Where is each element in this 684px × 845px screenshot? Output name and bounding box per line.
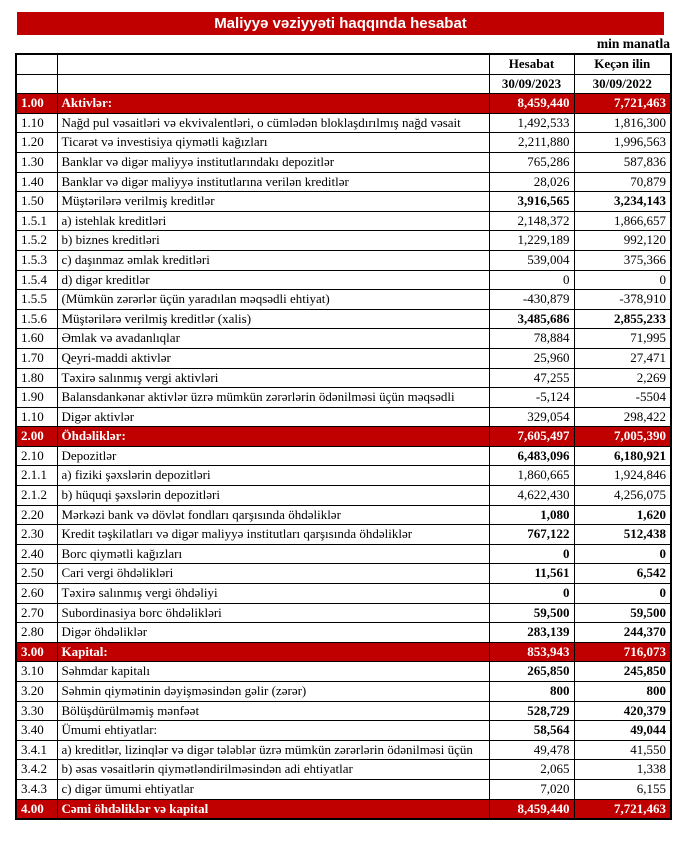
table-row bbox=[16, 779, 671, 799]
table-row bbox=[16, 329, 671, 349]
row-code: 2.60 bbox=[16, 584, 57, 604]
row-label: Təxirə salınmış vergi öhdəliyi bbox=[57, 584, 489, 604]
row-code: 1.5.5 bbox=[16, 290, 57, 310]
row-value-current: 3,485,686 bbox=[489, 309, 574, 329]
row-value-prior: 0 bbox=[574, 584, 671, 604]
row-value-prior: 27,471 bbox=[574, 348, 671, 368]
row-label: Aktivlər: bbox=[57, 94, 489, 114]
table-row bbox=[16, 172, 671, 192]
row-value-prior: 0 bbox=[574, 544, 671, 564]
row-value-current: 58,564 bbox=[489, 721, 574, 741]
row-value-prior: 70,879 bbox=[574, 172, 671, 192]
row-value-prior: 1,816,300 bbox=[574, 113, 671, 133]
row-value-prior: -378,910 bbox=[574, 290, 671, 310]
row-label: b) hüquqi şəxslərin depozitləri bbox=[57, 486, 489, 506]
row-label: Digər öhdəliklər bbox=[57, 623, 489, 643]
row-code: 1.20 bbox=[16, 133, 57, 153]
row-value-current: 7,605,497 bbox=[489, 427, 574, 447]
col-header-prior: Keçən ilin bbox=[574, 54, 671, 74]
row-label: Subordinasiya borc öhdəlikləri bbox=[57, 603, 489, 623]
row-value-prior: 1,620 bbox=[574, 505, 671, 525]
row-code: 1.50 bbox=[16, 192, 57, 212]
row-value-current: 0 bbox=[489, 270, 574, 290]
table-row bbox=[16, 407, 671, 427]
row-value-current: 59,500 bbox=[489, 603, 574, 623]
row-code: 2.30 bbox=[16, 525, 57, 545]
row-code: 1.60 bbox=[16, 329, 57, 349]
row-code: 1.30 bbox=[16, 152, 57, 172]
row-code: 1.70 bbox=[16, 348, 57, 368]
row-label: Digər aktivlər bbox=[57, 407, 489, 427]
row-value-prior: 244,370 bbox=[574, 623, 671, 643]
row-value-prior: 992,120 bbox=[574, 231, 671, 251]
table-row bbox=[16, 133, 671, 153]
table-row bbox=[16, 799, 671, 819]
table-row bbox=[16, 348, 671, 368]
row-value-current: 265,850 bbox=[489, 662, 574, 682]
table-row bbox=[16, 642, 671, 662]
row-value-current: 1,492,533 bbox=[489, 113, 574, 133]
row-value-current: 767,122 bbox=[489, 525, 574, 545]
row-label: a) fiziki şəxslərin depozitləri bbox=[57, 466, 489, 486]
row-label: Mərkəzi bank və dövlət fondları qarşısında öhdəliklər bbox=[57, 505, 489, 525]
row-code: 1.5.4 bbox=[16, 270, 57, 290]
row-value-prior: 6,180,921 bbox=[574, 446, 671, 466]
row-value-prior: 7,721,463 bbox=[574, 94, 671, 114]
table-row bbox=[16, 270, 671, 290]
row-label: Depozitlər bbox=[57, 446, 489, 466]
row-value-current: 7,020 bbox=[489, 779, 574, 799]
row-value-prior: 7,005,390 bbox=[574, 427, 671, 447]
table-row bbox=[16, 250, 671, 270]
row-value-current: 3,916,565 bbox=[489, 192, 574, 212]
table-row bbox=[16, 446, 671, 466]
row-value-current: 1,080 bbox=[489, 505, 574, 525]
row-label: b) əsas vəsaitlərin qiymətləndirilməsindən adi ehtiyatlar bbox=[57, 760, 489, 780]
row-label: Müştərilərə verilmiş kreditlər (xalis) bbox=[57, 309, 489, 329]
table-row bbox=[16, 192, 671, 212]
empty-header-cell bbox=[16, 74, 57, 94]
row-code: 2.1.2 bbox=[16, 486, 57, 506]
row-label: Banklar və digər maliyyə institutlarındakı depozitlər bbox=[57, 152, 489, 172]
row-value-prior: 512,438 bbox=[574, 525, 671, 545]
row-code: 2.1.1 bbox=[16, 466, 57, 486]
row-code: 3.4.1 bbox=[16, 740, 57, 760]
column-header-row bbox=[16, 54, 671, 74]
financial-table-body bbox=[16, 54, 671, 819]
row-code: 1.90 bbox=[16, 388, 57, 408]
row-label: Banklar və digər maliyyə institutlarına verilən kreditlər bbox=[57, 172, 489, 192]
row-value-current: 528,729 bbox=[489, 701, 574, 721]
row-label: Balansdankənar aktivlər üzrə mümkün zərərlərin ödənilməsi üçün məqsədli bbox=[57, 388, 489, 408]
row-code: 1.40 bbox=[16, 172, 57, 192]
row-code: 3.4.2 bbox=[16, 760, 57, 780]
row-code: 2.10 bbox=[16, 446, 57, 466]
row-label: d) digər kreditlər bbox=[57, 270, 489, 290]
row-label: Cəmi öhdəliklər və kapital bbox=[57, 799, 489, 819]
row-code: 4.00 bbox=[16, 799, 57, 819]
row-code: 2.00 bbox=[16, 427, 57, 447]
row-code: 1.5.3 bbox=[16, 250, 57, 270]
row-label: a) kreditlər, lizinqlər və digər tələblər üzrə mümkün zərərlərin ödənilməsi üçün bbox=[57, 740, 489, 760]
col-header-current: Hesabat bbox=[489, 54, 574, 74]
row-code: 2.80 bbox=[16, 623, 57, 643]
row-code: 1.00 bbox=[16, 94, 57, 114]
row-code: 1.5.6 bbox=[16, 309, 57, 329]
row-code: 3.30 bbox=[16, 701, 57, 721]
empty-header-cell bbox=[57, 74, 489, 94]
table-row bbox=[16, 309, 671, 329]
row-code: 2.50 bbox=[16, 564, 57, 584]
row-value-current: 283,139 bbox=[489, 623, 574, 643]
row-label: Səhmin qiymətinin dəyişməsindən gəlir (zərər) bbox=[57, 682, 489, 702]
table-row bbox=[16, 701, 671, 721]
row-label: Nağd pul vəsaitləri və ekvivalentləri, o cümlədən bloklaşdırılmış nağd vəsait bbox=[57, 113, 489, 133]
row-value-current: 6,483,096 bbox=[489, 446, 574, 466]
table-row bbox=[16, 486, 671, 506]
row-value-current: 853,943 bbox=[489, 642, 574, 662]
row-label: Kredit təşkilatları və digər maliyyə institutları qarşısında öhdəliklər bbox=[57, 525, 489, 545]
row-value-current: 11,561 bbox=[489, 564, 574, 584]
row-value-current: 539,004 bbox=[489, 250, 574, 270]
row-value-prior: 716,073 bbox=[574, 642, 671, 662]
table-row bbox=[16, 290, 671, 310]
row-code: 3.40 bbox=[16, 721, 57, 741]
table-row bbox=[16, 603, 671, 623]
report-title: Maliyyə vəziyyəti haqqında hesabat bbox=[17, 12, 664, 35]
row-code: 1.10 bbox=[16, 113, 57, 133]
row-value-current: 1,860,665 bbox=[489, 466, 574, 486]
row-code: 1.5.2 bbox=[16, 231, 57, 251]
row-value-current: 2,065 bbox=[489, 760, 574, 780]
row-value-prior: 6,155 bbox=[574, 779, 671, 799]
row-value-prior: 71,995 bbox=[574, 329, 671, 349]
row-value-current: 765,286 bbox=[489, 152, 574, 172]
row-value-current: 28,026 bbox=[489, 172, 574, 192]
row-code: 2.20 bbox=[16, 505, 57, 525]
row-value-current: -430,879 bbox=[489, 290, 574, 310]
row-value-current: 800 bbox=[489, 682, 574, 702]
row-value-prior: 0 bbox=[574, 270, 671, 290]
col-header-current-date: 30/09/2023 bbox=[489, 74, 574, 94]
column-date-row bbox=[16, 74, 671, 94]
table-row bbox=[16, 740, 671, 760]
row-value-prior: 49,044 bbox=[574, 721, 671, 741]
col-header-prior-date: 30/09/2022 bbox=[574, 74, 671, 94]
table-row bbox=[16, 113, 671, 133]
table-row bbox=[16, 682, 671, 702]
row-label: c) daşınmaz əmlak kreditləri bbox=[57, 250, 489, 270]
table-row bbox=[16, 231, 671, 251]
table-row bbox=[16, 94, 671, 114]
row-value-prior: 2,269 bbox=[574, 368, 671, 388]
row-code: 1.5.1 bbox=[16, 211, 57, 231]
row-code: 2.40 bbox=[16, 544, 57, 564]
row-code: 1.10 bbox=[16, 407, 57, 427]
row-label: (Mümkün zərərlər üçün yaradılan məqsədli ehtiyat) bbox=[57, 290, 489, 310]
row-label: Cari vergi öhdəlikləri bbox=[57, 564, 489, 584]
row-label: Səhmdar kapitalı bbox=[57, 662, 489, 682]
row-value-current: 2,211,880 bbox=[489, 133, 574, 153]
row-value-prior: 3,234,143 bbox=[574, 192, 671, 212]
financial-position-table bbox=[15, 53, 672, 820]
table-row bbox=[16, 505, 671, 525]
row-value-prior: 1,924,846 bbox=[574, 466, 671, 486]
row-label: Öhdəliklər: bbox=[57, 427, 489, 447]
row-code: 3.20 bbox=[16, 682, 57, 702]
row-label: Ticarət və investisiya qiymətli kağızları bbox=[57, 133, 489, 153]
empty-header-cell bbox=[16, 54, 57, 74]
table-row bbox=[16, 211, 671, 231]
table-row bbox=[16, 662, 671, 682]
row-label: Borc qiymətli kağızları bbox=[57, 544, 489, 564]
row-value-prior: 800 bbox=[574, 682, 671, 702]
row-value-current: 1,229,189 bbox=[489, 231, 574, 251]
table-row bbox=[16, 584, 671, 604]
row-value-prior: 1,996,563 bbox=[574, 133, 671, 153]
units-label: min manatla bbox=[596, 36, 670, 51]
table-row bbox=[16, 721, 671, 741]
row-code: 3.00 bbox=[16, 642, 57, 662]
table-row bbox=[16, 564, 671, 584]
row-value-prior: -5504 bbox=[574, 388, 671, 408]
row-value-prior: 587,836 bbox=[574, 152, 671, 172]
row-label: c) digər ümumi ehtiyatlar bbox=[57, 779, 489, 799]
table-row bbox=[16, 466, 671, 486]
table-row bbox=[16, 525, 671, 545]
table-row bbox=[16, 623, 671, 643]
row-label: b) biznes kreditləri bbox=[57, 231, 489, 251]
row-value-prior: 2,855,233 bbox=[574, 309, 671, 329]
row-code: 1.80 bbox=[16, 368, 57, 388]
row-label: Bölüşdürülməmiş mənfəət bbox=[57, 701, 489, 721]
row-value-current: -5,124 bbox=[489, 388, 574, 408]
row-label: Kapital: bbox=[57, 642, 489, 662]
row-label: Müştərilərə verilmiş kreditlər bbox=[57, 192, 489, 212]
row-label: Təxirə salınmış vergi aktivləri bbox=[57, 368, 489, 388]
row-value-prior: 41,550 bbox=[574, 740, 671, 760]
row-value-prior: 245,850 bbox=[574, 662, 671, 682]
row-value-current: 8,459,440 bbox=[489, 799, 574, 819]
table-row bbox=[16, 427, 671, 447]
table-row bbox=[16, 544, 671, 564]
row-code: 3.10 bbox=[16, 662, 57, 682]
row-label: Qeyri-maddi aktivlər bbox=[57, 348, 489, 368]
row-code: 3.4.3 bbox=[16, 779, 57, 799]
row-code: 2.70 bbox=[16, 603, 57, 623]
table-row bbox=[16, 760, 671, 780]
row-value-current: 25,960 bbox=[489, 348, 574, 368]
empty-header-cell bbox=[57, 54, 489, 74]
row-value-prior: 1,338 bbox=[574, 760, 671, 780]
row-label: Ümumi ehtiyatlar: bbox=[57, 721, 489, 741]
row-value-prior: 1,866,657 bbox=[574, 211, 671, 231]
row-value-prior: 420,379 bbox=[574, 701, 671, 721]
table-row bbox=[16, 388, 671, 408]
row-value-current: 0 bbox=[489, 584, 574, 604]
row-value-current: 4,622,430 bbox=[489, 486, 574, 506]
row-value-current: 329,054 bbox=[489, 407, 574, 427]
row-value-prior: 298,422 bbox=[574, 407, 671, 427]
row-value-current: 49,478 bbox=[489, 740, 574, 760]
row-value-prior: 7,721,463 bbox=[574, 799, 671, 819]
row-label: Əmlak və avadanlıqlar bbox=[57, 329, 489, 349]
row-value-current: 8,459,440 bbox=[489, 94, 574, 114]
row-value-current: 0 bbox=[489, 544, 574, 564]
row-value-current: 47,255 bbox=[489, 368, 574, 388]
table-row bbox=[16, 152, 671, 172]
row-value-prior: 59,500 bbox=[574, 603, 671, 623]
row-value-current: 78,884 bbox=[489, 329, 574, 349]
row-value-prior: 4,256,075 bbox=[574, 486, 671, 506]
row-value-current: 2,148,372 bbox=[489, 211, 574, 231]
row-value-prior: 6,542 bbox=[574, 564, 671, 584]
row-value-prior: 375,366 bbox=[574, 250, 671, 270]
table-row bbox=[16, 368, 671, 388]
row-label: a) istehlak kreditləri bbox=[57, 211, 489, 231]
